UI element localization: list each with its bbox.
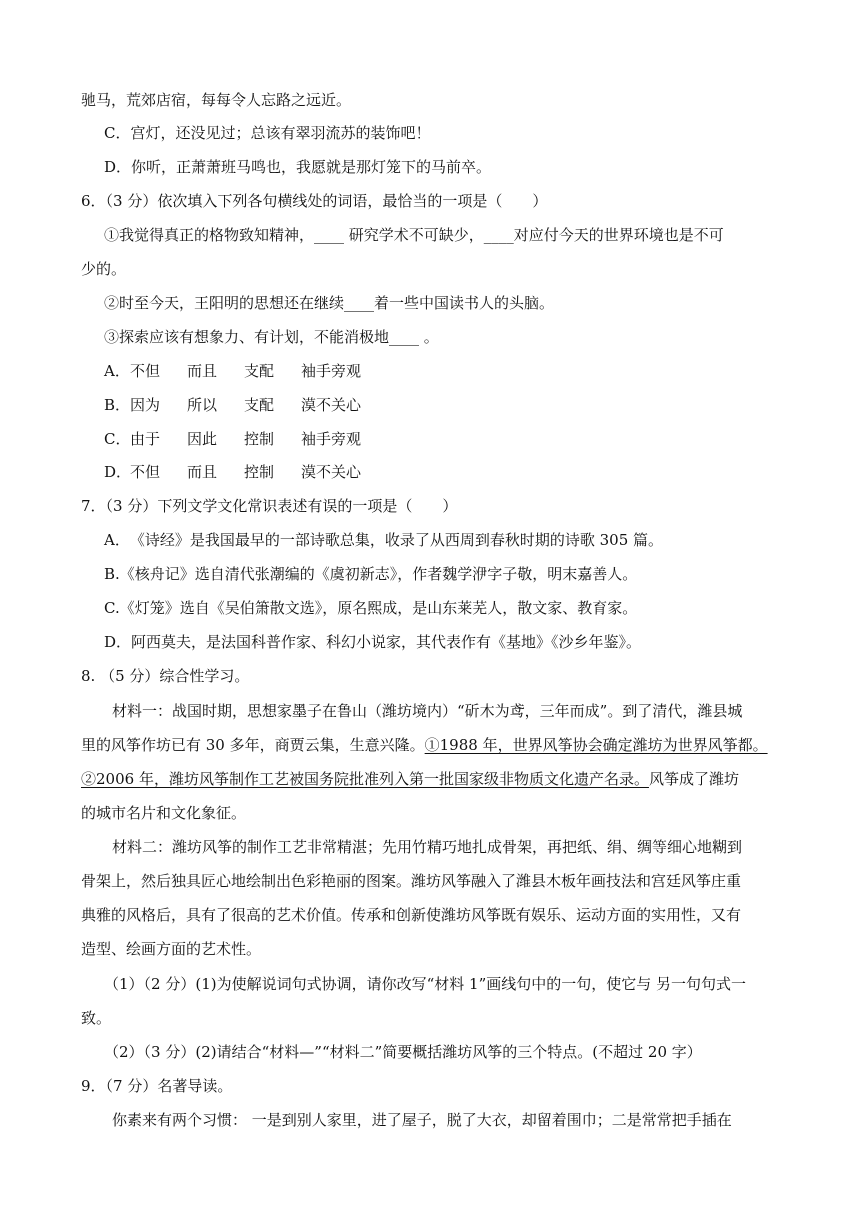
q8-subquestion-1-cont: 致。: [81, 1009, 112, 1027]
q8-material-1-line: 材料一：战国时期，思想家墨子在鲁山（潍坊境内）“斫木为鸢，三年而成”。到了清代，潍县城: [112, 702, 743, 720]
q7-stem: 7．（3 分）下列文学文化常识表述有误的一项是（ ）: [81, 497, 458, 515]
material-text: 里的风筝作坊已有 30 多年，商贾云集，生意兴隆。: [81, 736, 425, 754]
material-text: 风筝成了潍坊: [648, 770, 739, 788]
q7-option-b: B.《核舟记》选自清代张潮编的《虞初新志》，作者魏学洢字子敬，明末嘉善人。: [104, 565, 638, 583]
option-word: 而且: [187, 362, 218, 380]
q6-option-b: [104, 395, 361, 415]
option-word: 不但: [130, 463, 161, 481]
option-word: 而且: [187, 463, 218, 481]
q8-material-2-line: 典雅的风格后，具有了很高的艺术价值。传承和创新使潍坊风筝既有娱乐、运动方面的实用性，又有: [81, 906, 742, 924]
option-word: 控制: [244, 430, 275, 448]
option-label: C．: [104, 430, 131, 448]
underlined-sentence-1: ①1988 年，世界风筝协会确定潍坊为世界风筝都。: [424, 736, 768, 754]
q6-option-c: [104, 429, 361, 449]
q6-sentence-1: ①我觉得真正的格物致知精神，____ 研究学术不可缺少，____对应付今天的世界环境也是不可: [104, 226, 724, 244]
q6-option-d: [104, 462, 361, 482]
q7-option-a: A． 《诗经》是我国最早的一部诗歌总集，收录了从西周到春秋时期的诗歌 305 篇。: [104, 531, 664, 549]
q6-sentence-2: ②时至今天，王阳明的思想还在继续____着一些中国读书人的头脑。: [104, 294, 555, 312]
option-word: 漠不关心: [301, 396, 362, 414]
q5-text-line: 驰马，荒郊店宿，每每令人忘路之远近。: [81, 91, 352, 109]
option-label: B．: [104, 396, 131, 414]
q9-stem: 9．（7 分）名著导读。: [81, 1077, 233, 1095]
option-word: 不但: [130, 362, 161, 380]
option-word: 支配: [244, 362, 275, 380]
option-word: 由于: [130, 430, 161, 448]
option-word: 漠不关心: [301, 463, 362, 481]
option-label: A．: [104, 362, 130, 380]
q8-material-1-line: [81, 769, 739, 789]
q6-sentence-3: ③探索应该有想象力、有计划，不能消极地____ 。: [104, 328, 439, 346]
q8-subquestion-2: （2）（3 分）(2)请结合“材料—”“材料二”简要概括潍坊风筝的三个特点。(不超过 20 字）: [104, 1043, 702, 1061]
underlined-sentence-2: ②2006 年，潍坊风筝制作工艺被国务院批准列入第一批国家级非物质文化遗产名录。: [81, 770, 649, 788]
option-word: 控制: [244, 463, 275, 481]
q6-sentence-1-cont: 少的。: [81, 260, 127, 278]
q8-material-2-line: 骨架上，然后独具匠心地绘制出色彩艳丽的图案。潍坊风筝融入了潍县木板年画技法和宫廷风筝庄重: [81, 872, 742, 890]
option-word: 因此: [187, 430, 218, 448]
q5-option-c: C．宫灯，还没见过；总该有翠羽流苏的装饰吧！: [104, 124, 431, 142]
option-word: 所以: [187, 396, 218, 414]
q9-text-line: 你素来有两个习惯： 一是到别人家里，进了屋子，脱了大衣，却留着围巾；二是常常把手插在: [112, 1111, 732, 1129]
q8-material-2-line: 造型、绘画方面的艺术性。: [81, 940, 262, 958]
q8-subquestion-1: （1）（2 分）(1)为使解说词句式协调，请你改写“材料 1”画线句中的一句，使它与 另一句句式一: [104, 975, 747, 993]
q8-material-1-line: 的城市名片和文化象征。: [81, 804, 247, 822]
q8-material-1-line: [81, 735, 768, 755]
option-word: 因为: [130, 396, 161, 414]
q6-stem: 6．（3 分）依次填入下列各句横线处的词语，最恰当的一项是（ ）: [81, 192, 548, 210]
q6-option-a: [104, 361, 361, 381]
q7-option-c: C.《灯笼》选自《吴伯箫散文选》，原名熙成，是山东莱芜人，散文家、教育家。: [104, 599, 638, 617]
option-word: 袖手旁观: [301, 430, 362, 448]
q5-option-d: D．你听，正萧萧班马鸣也，我愿就是那灯笼下的马前卒。: [104, 158, 492, 176]
q8-stem: 8. （5 分）综合性学习。: [81, 667, 250, 685]
option-label: D．: [104, 463, 132, 481]
q8-material-2-line: 材料二：潍坊风筝的制作工艺非常精湛；先用竹精巧地扎成骨架，再把纸、绢、绸等细心地糊到: [112, 838, 743, 856]
q7-option-d: D．阿西莫夫，是法国科普作家、科幻小说家，其代表作有《基地》《沙乡年鉴》。: [104, 633, 642, 651]
option-word: 袖手旁观: [301, 362, 362, 380]
option-word: 支配: [244, 396, 275, 414]
